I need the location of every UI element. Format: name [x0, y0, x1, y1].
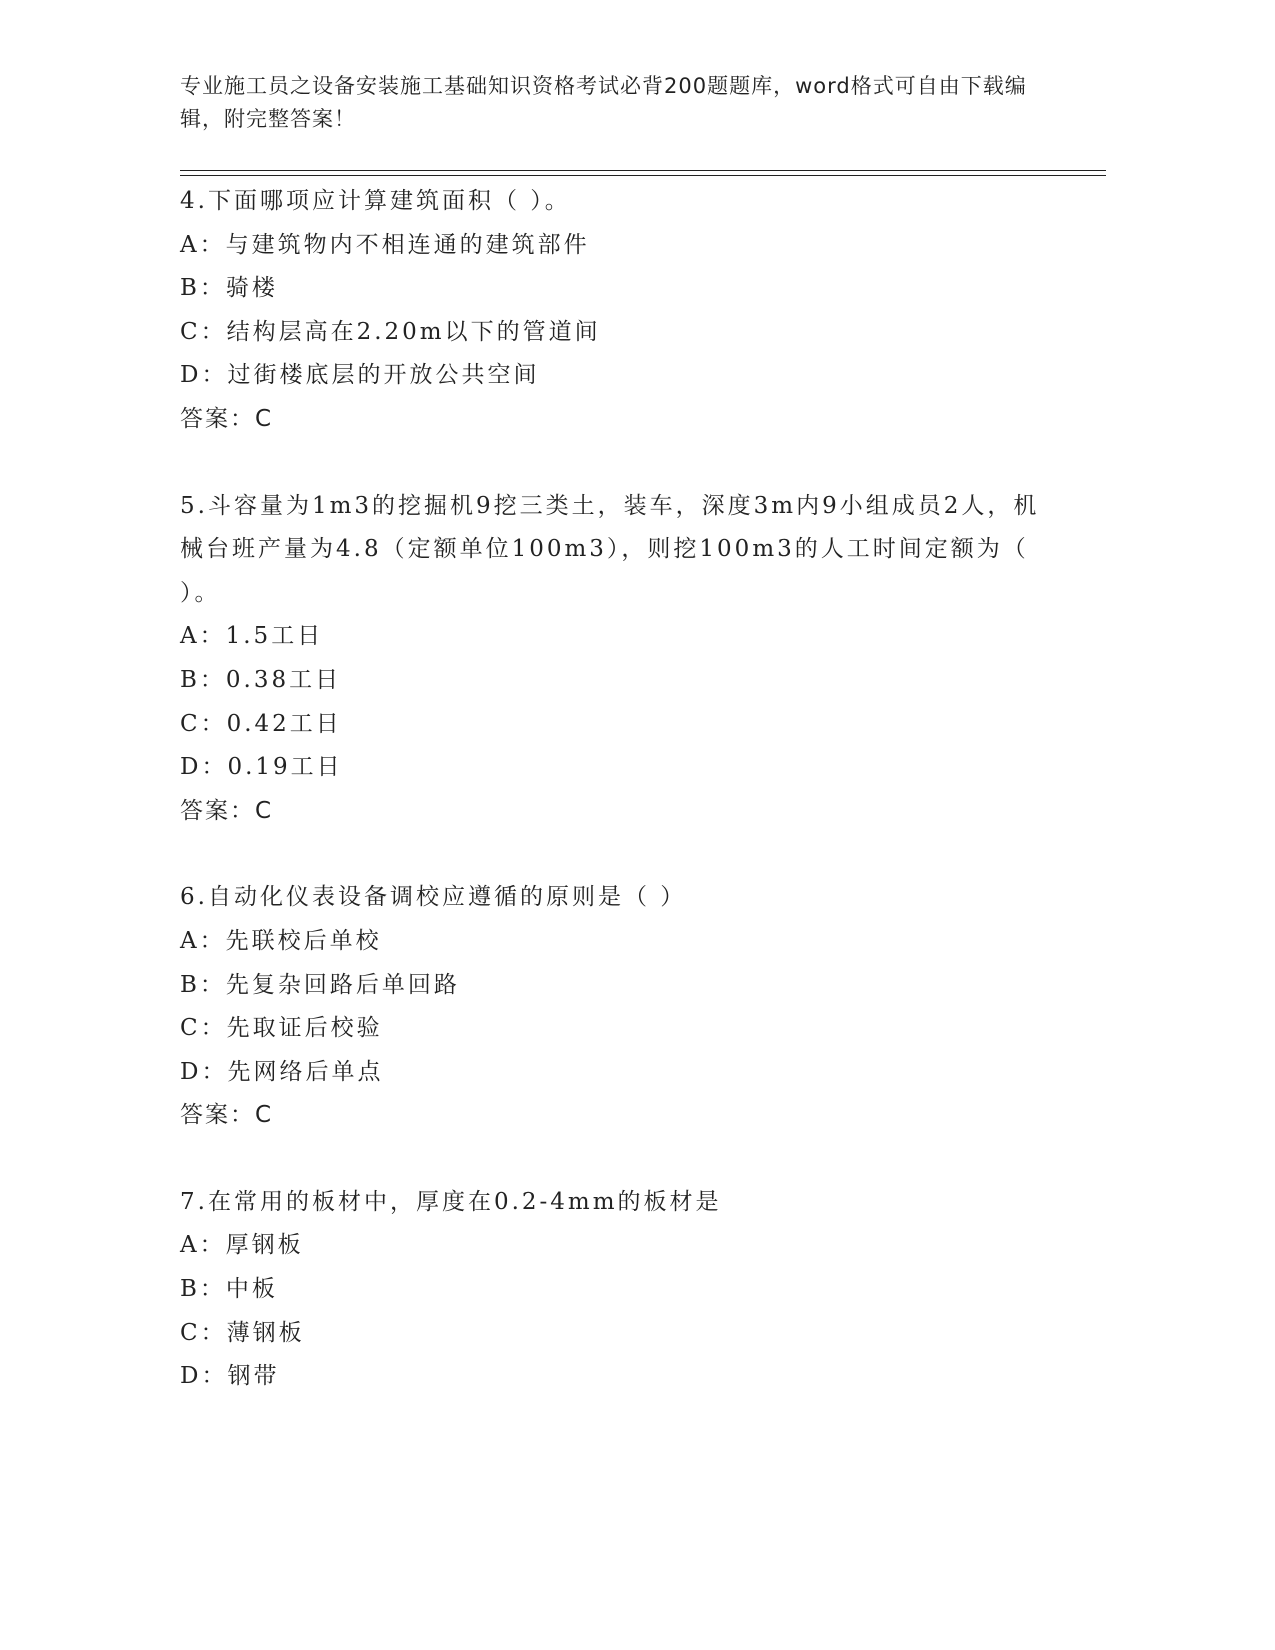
option-c: C：结构层高在2.20m以下的管道间: [180, 318, 601, 345]
question-4: [180, 180, 1040, 442]
answer: 答案：C: [180, 1102, 274, 1129]
question-list: [180, 180, 1040, 1442]
answer: 答案：C: [180, 797, 274, 824]
option-b: B：骑楼: [180, 275, 278, 302]
option-d: D：钢带: [180, 1363, 280, 1390]
answer: 答案：C: [180, 405, 274, 432]
option-b: B：先复杂回路后单回路: [180, 971, 460, 998]
question-6: [180, 876, 1040, 1138]
option-a: A：1.5工日: [180, 623, 324, 650]
option-d: D：先网络后单点: [180, 1058, 384, 1085]
option-a: A：先联校后单校: [180, 927, 382, 954]
option-c: C：薄钢板: [180, 1319, 305, 1346]
question-text: 7.在常用的板材中，厚度在0.2-4mm的板材是: [180, 1188, 722, 1215]
option-a: A：与建筑物内不相连通的建筑部件: [180, 231, 590, 258]
question-text: 4.下面哪项应计算建筑面积（ ）。: [180, 188, 571, 214]
option-b: B：中板: [180, 1276, 278, 1303]
question-7: [180, 1181, 1040, 1399]
option-c: C：先取证后校验: [180, 1015, 383, 1042]
option-b: B：0.38工日: [180, 666, 342, 693]
option-c: C：0.42工日: [180, 710, 342, 737]
document-header: 专业施工员之设备安装施工基础知识资格考试必背200题题库，word格式可自由下载编辑，附完整答案！: [180, 74, 1027, 131]
question-text: 5.斗容量为1m3的挖掘机9挖三类土，装车，深度3m内9小组成员2人，机械台班产量为4.8（定额单位100m3），则挖100m3的人工时间定额为（ ）。: [180, 492, 1040, 606]
option-d: D：过街楼底层的开放公共空间: [180, 362, 540, 389]
question-text: 6.自动化仪表设备调校应遵循的原则是（ ）: [180, 884, 687, 911]
header-divider-secondary: [180, 175, 1106, 176]
option-d: D：0.19工日: [180, 754, 343, 781]
question-5: [180, 485, 1040, 834]
option-a: A：厚钢板: [180, 1232, 304, 1259]
header-divider: [180, 170, 1106, 171]
